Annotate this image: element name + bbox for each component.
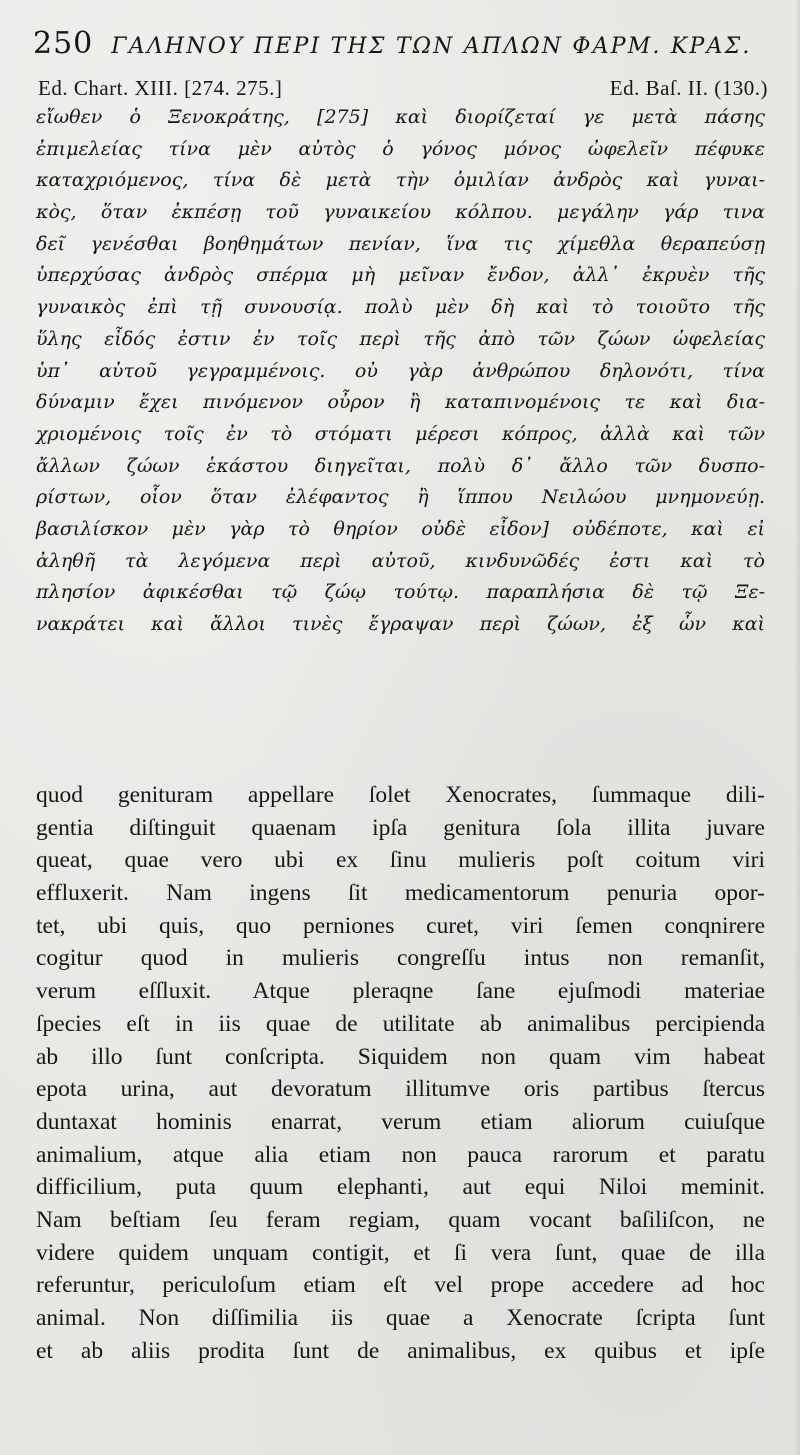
greek-line: ἐπιμελείας τίνα μὲν αὐτὸς ὁ γόνος μόνος ὠφελεῖν πέφυκε [36,137,765,160]
greek-line: καταχριόμενος, τίνα δὲ μετὰ τὴν ὁμιλίαν ἀνδρὸς καὶ γυναι- [36,169,765,192]
latin-line: animalium, atque alia etiam non pauca rarorum et paratu [36,1141,765,1168]
edition-chart-reference: Ed. Chart. XIII. [274. 275.] [38,76,283,100]
latin-line: quod genituram appellare ſolet Xenocrates, ſummaque dili- [36,782,765,808]
latin-line: verum eſſluxit. Atque pleraqne ſane ejuſmodi materiae [36,978,765,1005]
greek-line: δεῖ γενέσθαι βοηθημάτων πενίαν, ἵνα τις χίμεθλα θεραπεύσῃ [36,232,765,255]
greek-line: εἴωθεν ὁ Ξενοκράτης, [275] καὶ διορίζεταί γε μετὰ πάσης [36,106,765,128]
latin-line: epota urina, aut devoratum illitumve oris partibus ſtercus [36,1076,765,1103]
greek-line: γυναικὸς ἐπὶ τῇ συνουσίᾳ. πολὺ μὲν δὴ καὶ τὸ τοιοῦτο τῆς [36,296,765,319]
edition-basel-reference: Ed. Baſ. II. (130.) [609,76,768,100]
greek-line: ἀληθῆ τὰ λεγόμενα περὶ αὐτοῦ, κινδυνῶδές ἐστι καὶ τὸ [36,549,765,572]
greek-line: πλησίον ἀφικέσθαι τῷ ζώῳ τούτῳ. παραπλήσια δὲ τῷ Ξε- [36,581,765,604]
latin-text-block [36,779,765,1367]
greek-line: ὑπ᾽ αὐτοῦ γεγραμμένοις. οὐ γὰρ ἀνθρώπου δηλονότι, τίνα [36,359,765,382]
greek-line: ρίστων, οἷον ὅταν ἐλέφαντος ἢ ἵππου Νειλώου μνημονεύῃ. [36,486,765,509]
latin-line: ſpecies eſt in iis quae de utilitate ab animalibus percipienda [36,1010,765,1037]
latin-line: animal. Non diſſimilia iis quae a Xenocrate ſcripta ſunt [36,1305,765,1331]
latin-line: tet, ubi quis, quo perniones curet, viri ſemen conqnirere [36,912,765,939]
greek-text-block [36,102,765,641]
latin-line: videre quidem unquam contigit, et ſi vera ſunt, quae de illa [36,1239,765,1266]
running-head [33,26,773,62]
latin-line: referuntur, periculoſum etiam eſt vel prope accedere ad hoc [36,1272,765,1299]
greek-line: νακράτει καὶ ἄλλοι τινὲς ἔγραψαν περὶ ζώων, ἐξ ὧν καὶ [36,613,765,635]
greek-line: ὕλης εἶδός ἐστιν ἐν τοῖς περὶ τῆς ἀπὸ τῶν ζώων ὠφελείας [36,327,765,350]
latin-line: effluxerit. Nam ingens ſit medicamentorum penuria opor- [36,880,765,907]
running-title: ΓΑΛΗΝΟΥ ΠΕΡΙ ΤΗΣ ΤΩΝ ΑΠΛΩΝ ΦΑΡΜ. ΚΡΑΣ. [111,34,752,59]
latin-line: Nam beſtiam ſeu feram regiam, quam vocant baſiliſcon, ne [36,1206,765,1233]
greek-line: βασιλίσκον μὲν γὰρ τὸ θηρίον οὐδὲ εἶδον] οὐδέποτε, καὶ εἰ [36,517,765,540]
latin-line: duntaxat hominis enarrat, verum etiam aliorum cuiuſque [36,1108,765,1135]
edition-reference-line [38,76,768,101]
latin-line: difficilium, puta quum elephanti, aut equi Niloi meminit. [36,1174,765,1201]
page-number: 250 [33,26,94,61]
latin-line: ab illo ſunt conſcripta. Siquidem non quam vim habeat [36,1043,765,1070]
latin-line: cogitur quod in mulieris congreſſu intus non remanſit, [36,945,765,972]
greek-line: ἄλλων ζώων ἑκάστου διηγεῖται, πολὺ δ᾽ ἄλλο τῶν δυσπο- [36,454,765,477]
latin-line: gentia diſtinguit quaenam ipſa genitura ſola illita juvare [36,814,765,841]
latin-line: et ab aliis prodita ſunt de animalibus, ex quibus et ipſe [36,1337,765,1364]
greek-line: κὸς, ὅταν ἐκπέσῃ τοῦ γυναικείου κόλπου. μεγάλην γάρ τινα [36,201,765,224]
latin-line: queat, quae vero ubi ex ſinu mulieris poſt coitum viri [36,847,765,874]
greek-line: χριομένοις τοῖς ἐν τὸ στόματι μέρεσι κόπρος, ἀλλὰ καὶ τῶν [36,422,765,445]
page-edge-shadow [794,0,800,1455]
greek-line: ὑπερχύσας ἀνδρὸς σπέρμα μὴ μεῖναν ἔνδον, ἀλλ᾽ ἐκρυὲν τῆς [36,264,765,287]
greek-line: δύναμιν ἔχει πινόμενον οὖρον ἢ καταπινομένοις τε καὶ δια- [36,391,765,414]
